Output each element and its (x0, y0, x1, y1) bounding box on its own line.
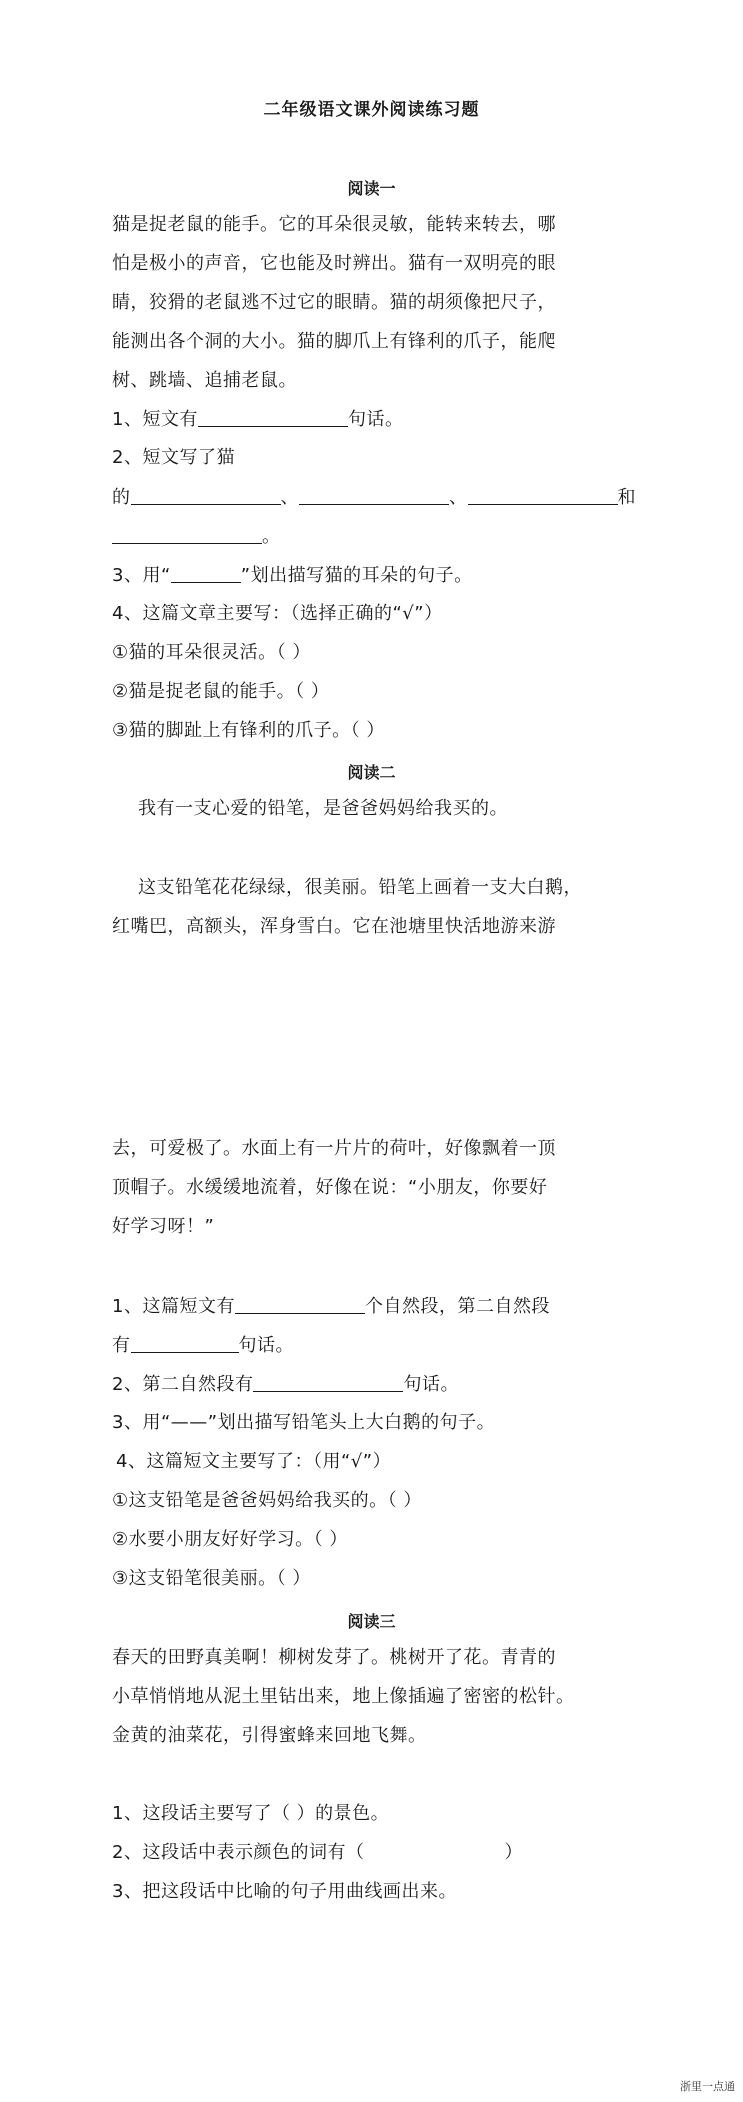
answer-blank[interactable] (253, 1371, 403, 1392)
reading-1-question-4: 4、这篇文章主要写：（选择正确的“√”） (112, 603, 443, 624)
reading-2-question-4: 4、这篇短文主要写了：（用“√”） (116, 1451, 392, 1472)
answer-blank[interactable] (299, 484, 449, 505)
reading-1-question-2-end: 。 (112, 523, 281, 550)
reading-2-question-2: 2、第二自然段有 句话。 (112, 1371, 459, 1398)
reading-1-passage (112, 212, 632, 407)
reading-2-paragraph-1: 我有一支心爱的铅笔，是爸爸妈妈给我买的。 (138, 798, 508, 819)
reading-2-option-2[interactable]: ②水要小朋友好好学习。（ ） (112, 1529, 348, 1550)
answer-blank[interactable] (198, 406, 348, 427)
reading-2-paragraph-2 (112, 875, 632, 953)
reading-3-passage (112, 1645, 632, 1762)
reading-2-question-1: 1、这篇短文有 个自然段，第二自然段 (112, 1293, 550, 1320)
passage-line: 去，可爱极了。水面上有一片片的荷叶，好像飘着一顶 (112, 1138, 556, 1159)
answer-blank[interactable] (131, 484, 281, 505)
reading-2-option-1[interactable]: ①这支铅笔是爸爸妈妈给我买的。（ ） (112, 1490, 422, 1511)
passage-line: 猫是捉老鼠的能手。它的耳朵很灵敏，能转来转去，哪 (112, 214, 556, 235)
page-title: 二年级语文课外阅读练习题 (263, 100, 480, 120)
answer-blank[interactable] (468, 484, 618, 505)
reading-1-question-1: 1、短文有 句话。 (112, 406, 403, 433)
reading-1-heading: 阅读一 (347, 179, 396, 198)
passage-line: 红嘴巴，高额头，浑身雪白。它在池塘里快活地游来游 (112, 916, 556, 937)
passage-line: 好学习呀！” (112, 1216, 215, 1237)
passage-line: 小草悄悄地从泥土里钻出来，地上像插遍了密密的松针。 (112, 1686, 575, 1707)
reading-3-question-2: 2、这段话中表示颜色的词有（ ） (112, 1842, 523, 1863)
passage-line: 金黄的油菜花，引得蜜蜂来回地飞舞。 (112, 1725, 427, 1746)
passage-line: 春天的田野真美啊！柳树发芽了。桃树开了花。青青的 (112, 1647, 556, 1668)
reading-2-question-3: 3、用“——”划出描写铅笔头上大白鹅的句子。 (112, 1412, 496, 1433)
passage-line: 这支铅笔花花绿绿，很美丽。铅笔上画着一支大白鹅， (138, 877, 582, 898)
reading-3-heading: 阅读三 (347, 1612, 396, 1631)
answer-blank[interactable] (171, 562, 241, 583)
reading-1-option-3[interactable]: ③猫的脚趾上有锋利的爪子。（ ） (112, 720, 385, 741)
footer-watermark: 浙里一点通 (680, 2080, 735, 2093)
passage-line: 顶帽子。水缓缓地流着，好像在说：“小朋友，你要好 (112, 1177, 548, 1198)
answer-blank[interactable] (131, 1332, 239, 1353)
passage-line: 树、跳墙、追捕老鼠。 (112, 370, 297, 391)
reading-1-option-1[interactable]: ①猫的耳朵很灵活。（ ） (112, 642, 311, 663)
reading-2-heading: 阅读二 (347, 763, 396, 782)
reading-1-option-2[interactable]: ②猫是捉老鼠的能手。（ ） (112, 681, 330, 702)
passage-line: 能测出各个洞的大小。猫的脚爪上有锋利的爪子，能爬 (112, 331, 556, 352)
answer-blank[interactable] (112, 523, 262, 544)
reading-2-option-3[interactable]: ③这支铅笔很美丽。（ ） (112, 1568, 311, 1589)
passage-line: 怕是极小的声音，它也能及时辨出。猫有一双明亮的眼 (112, 253, 556, 274)
reading-1-question-2: 2、短文写了猫 (112, 447, 235, 468)
answer-blank[interactable] (235, 1293, 365, 1314)
reading-2-question-1-cont: 有 句话。 (112, 1332, 294, 1359)
reading-2-paragraph-2-continued (112, 1136, 632, 1253)
reading-3-question-3: 3、把这段话中比喻的句子用曲线画出来。 (112, 1881, 457, 1902)
passage-line: 睛，狡猾的老鼠逃不过它的眼睛。猫的胡须像把尺子， (112, 292, 556, 313)
reading-1-question-2-blanks: 的 、 、 和 (112, 484, 636, 511)
reading-3-question-1: 1、这段话主要写了（ ）的景色。 (112, 1803, 390, 1824)
reading-1-question-3: 3、用“ ”划出描写猫的耳朵的句子。 (112, 562, 473, 589)
